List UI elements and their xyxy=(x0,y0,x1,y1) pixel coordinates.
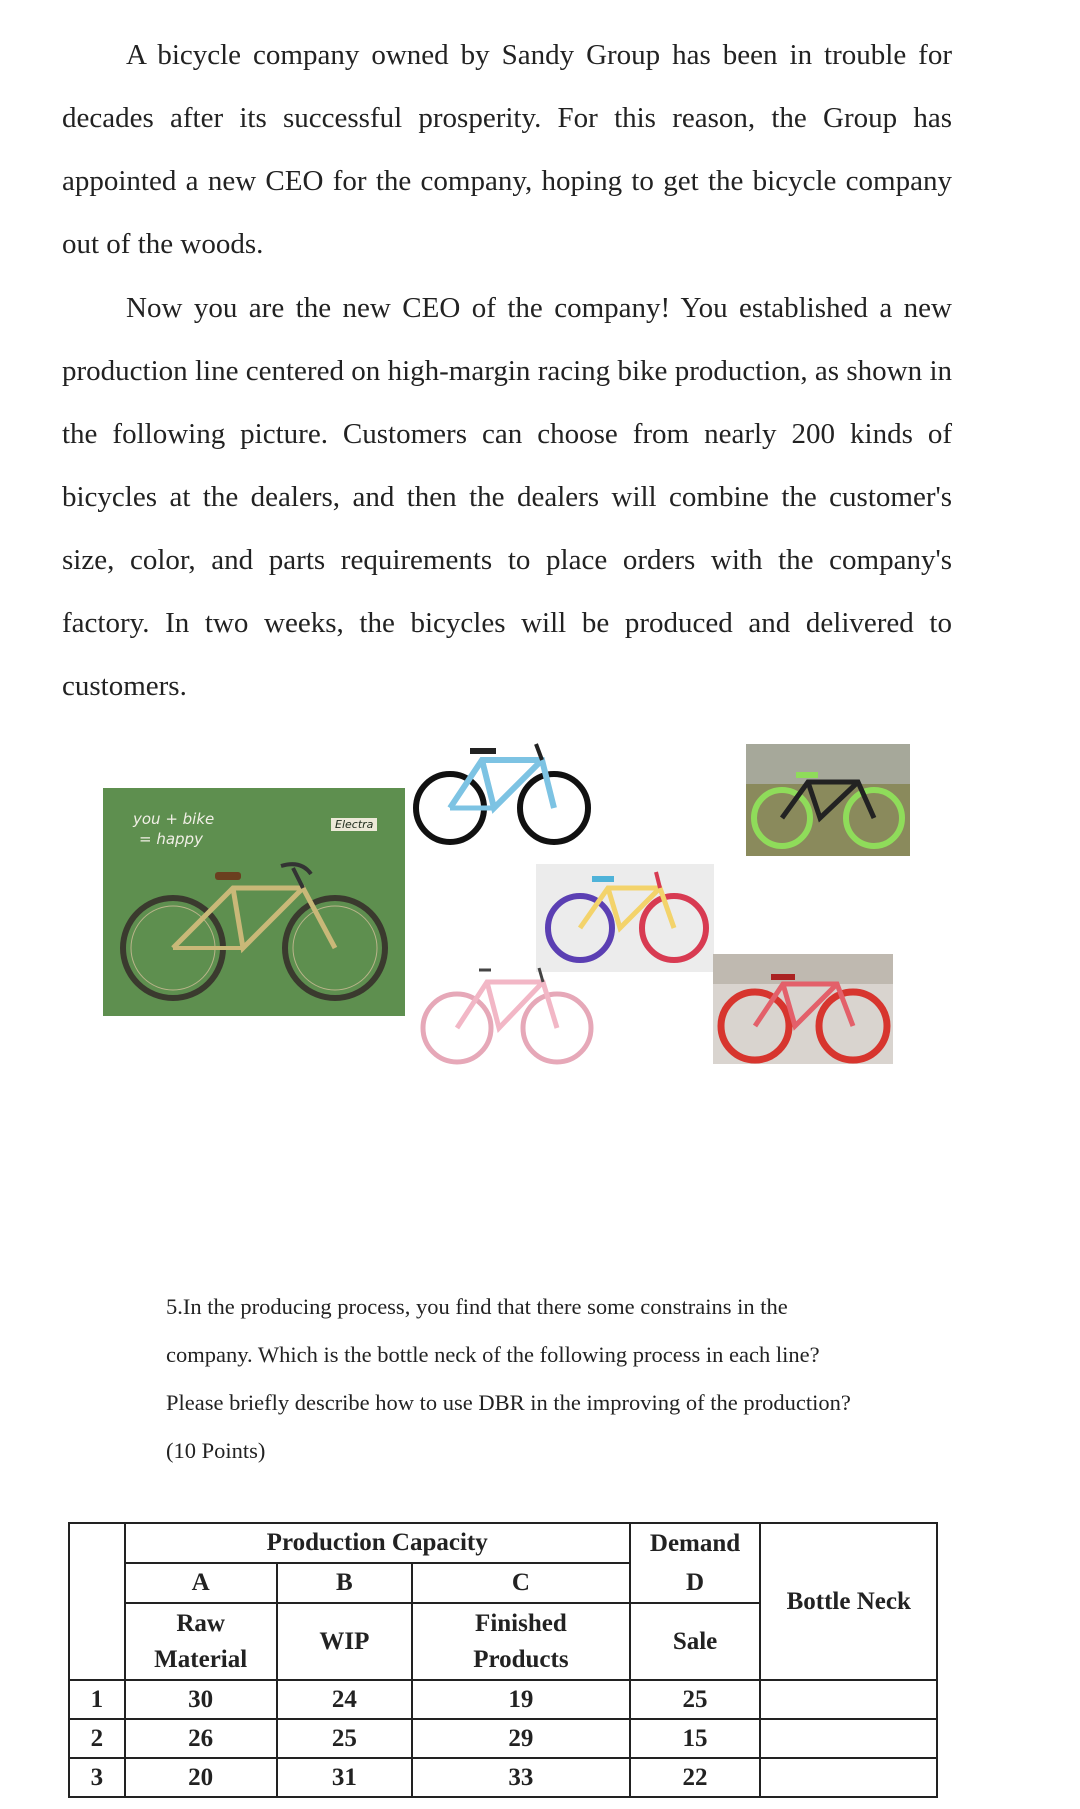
demand-header: Demand xyxy=(630,1523,761,1563)
pink-bicycle-photo xyxy=(417,958,597,1068)
finished-products-value: 29 xyxy=(412,1719,629,1758)
line-number: 1 xyxy=(69,1680,125,1719)
purple-red-bicycle-photo xyxy=(536,864,714,972)
question-line: company. Which is the bottle neck of the following process in each line? xyxy=(166,1342,820,1367)
bottle-neck-cell[interactable] xyxy=(760,1680,937,1719)
production-capacity-header: Production Capacity xyxy=(125,1523,630,1563)
intro-paragraph-1: A bicycle company owned by Sandy Group has been in trouble for decades after its successful prosperity. For this reason, the Group has appointed a new CEO for the company, hoping to get the bicycle company out of the woods. xyxy=(62,39,952,260)
question-line: (10 Points) xyxy=(166,1438,266,1463)
column-letter-a: A xyxy=(125,1563,277,1603)
column-name-sale: Sale xyxy=(630,1603,761,1680)
table-header-row xyxy=(69,1523,937,1563)
production-capacity-table xyxy=(68,1522,938,1798)
bottle-neck-cell[interactable] xyxy=(760,1719,937,1758)
column-letter-c: C xyxy=(412,1563,629,1603)
handwritten-caption: you + bike xyxy=(133,810,215,828)
line-number-header xyxy=(69,1523,125,1680)
table-row xyxy=(69,1680,937,1719)
column-name-raw-material: Raw Material xyxy=(125,1603,277,1680)
table-row xyxy=(69,1758,937,1797)
question-line: Please briefly describe how to use DBR in the improving of the production? xyxy=(166,1390,851,1415)
red-bicycle-photo xyxy=(713,954,893,1064)
column-name-wip: WIP xyxy=(277,1603,413,1680)
blue-bicycle-photo xyxy=(412,730,592,848)
raw-material-value: 20 xyxy=(125,1758,277,1797)
green-bicycle-photo xyxy=(103,788,405,1016)
column-letter-d: D xyxy=(630,1563,761,1603)
finished-products-value: 19 xyxy=(412,1680,629,1719)
brand-label: Electra xyxy=(331,818,377,831)
table-row xyxy=(69,1719,937,1758)
column-letter-b: B xyxy=(277,1563,413,1603)
wip-value: 25 xyxy=(277,1719,413,1758)
green-wheel-bicycle-photo xyxy=(746,744,910,856)
bottle-neck-header: Bottle Neck xyxy=(760,1523,937,1680)
handwritten-caption: = happy xyxy=(139,830,203,848)
question-block xyxy=(166,1283,926,1475)
wip-value: 31 xyxy=(277,1758,413,1797)
column-name-finished-products: Finished Products xyxy=(412,1603,629,1680)
sale-value: 15 xyxy=(630,1719,761,1758)
sale-value: 25 xyxy=(630,1680,761,1719)
bottle-neck-cell[interactable] xyxy=(760,1758,937,1797)
line-number: 3 xyxy=(69,1758,125,1797)
question-line: 5.In the producing process, you find that there some constrains in the xyxy=(166,1294,788,1319)
sale-value: 22 xyxy=(630,1758,761,1797)
line-number: 2 xyxy=(69,1719,125,1758)
intro-paragraph-2: Now you are the new CEO of the company! You established a new production line centered on high-margin racing bike production, as shown in the following picture. Customers can choose from nearly 200 kinds of bicycles at the dealers, and then the dealers will combine the customer's size, color, and parts requirements to place orders with the company's factory. In two weeks, the bicycles will be produced and delivered to customers. xyxy=(62,292,952,702)
finished-products-value: 33 xyxy=(412,1758,629,1797)
wip-value: 24 xyxy=(277,1680,413,1719)
raw-material-value: 30 xyxy=(125,1680,277,1719)
raw-material-value: 26 xyxy=(125,1719,277,1758)
